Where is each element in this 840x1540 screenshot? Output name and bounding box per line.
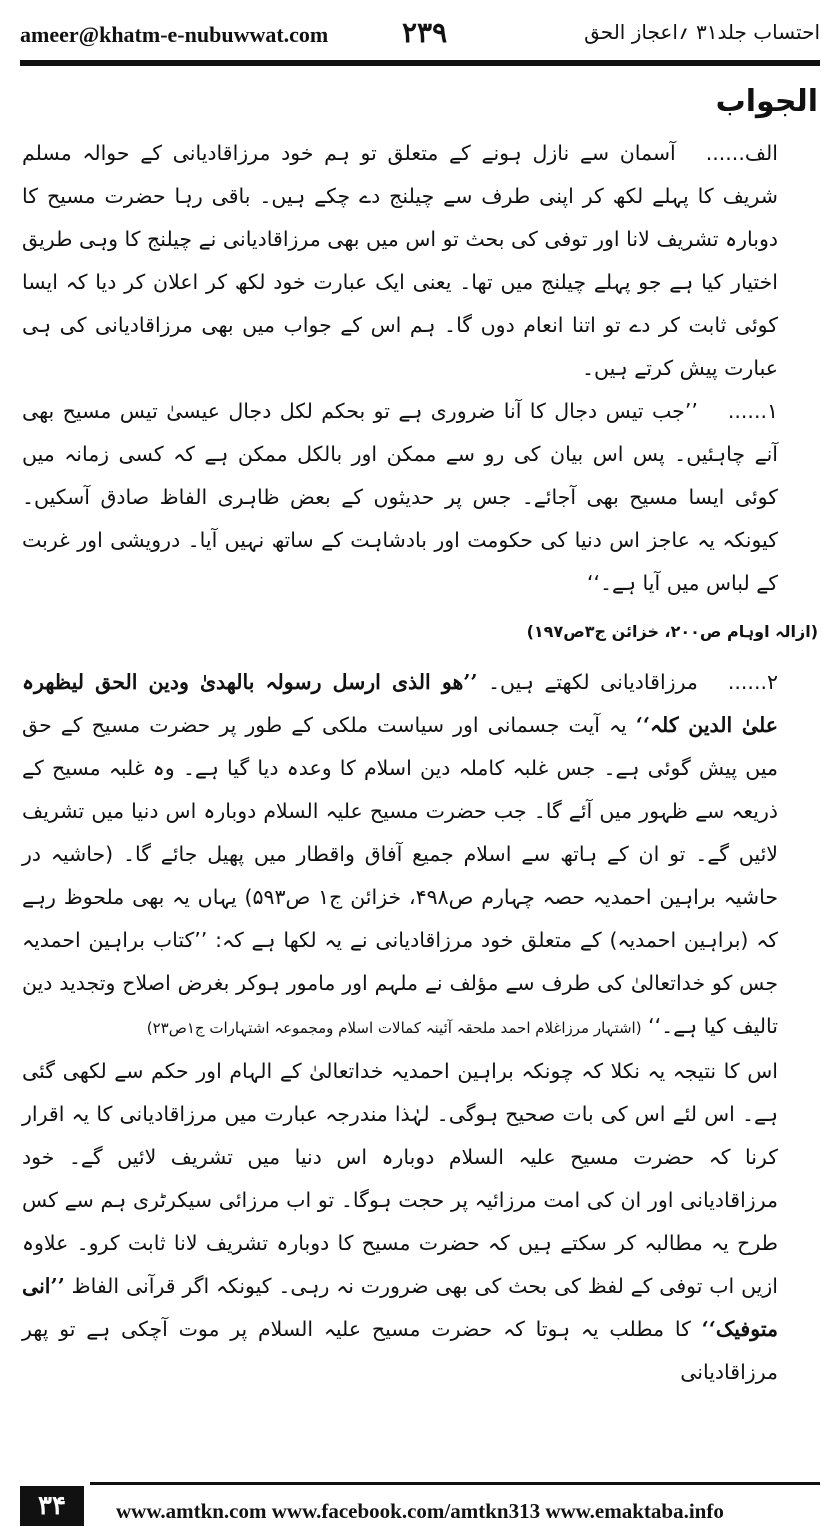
paragraph-label: ۱...... <box>727 399 778 423</box>
paragraph-label: ۲...... <box>727 670 778 694</box>
paragraph-label: الف...... <box>705 141 778 165</box>
paragraph-text: یہ آیت جسمانی اور سیاست ملکی کے طور پر حضرت مسیح کے حق میں پیش گوئی ہے۔ جس غلبہ کاملہ دین اسلام کا وعدہ دیا گیا ہے۔ وہ غلبہ مسیح کے ذریعہ سے ظہور میں آئے گا۔ جب حضرت مسیح علیہ السلام دوبارہ اس دنیا میں تشریف لائیں گے۔ تو ان کے ہاتھ سے اسلام جمیع آفاق واقطار میں پھیل جائے گا۔ <box>22 713 778 866</box>
page-header <box>20 14 820 54</box>
paragraph-text: ’’جب تیس دجال کا آنا ضروری ہے تو بحکم لکل دجال عیسیٰ تیس مسیح بھی آنے چاہئیں۔ پس اس بیان کی رو سے ممکن اور بالکل ممکن ہے کہ کسی زمانہ میں کوئی ایسا مسیح بھی آجائے۔ جس پر حدیثوں کے بعض ظاہری الفاظ صادق آسکیں۔ کیونکہ یہ عاجز اس دنیا کی حکومت اور بادشاہت کے ساتھ نہیں آیا۔ درویشی اور غربت کے لباس میں آیا ہے۔‘‘ <box>22 399 778 595</box>
paragraph-alif <box>22 132 818 390</box>
reference-citation: (ازالہ اوہام ص۲۰۰، خزائن ج۳ص۱۹۷) <box>526 622 818 641</box>
page-body <box>22 78 818 1394</box>
footer-page-number: ۳۴ <box>20 1486 84 1526</box>
inline-citation: (حاشیہ در حاشیہ براہین احمدیہ حصہ چہارم ص۴۹۸، خزائن ج۱ ص۵۹۳) <box>22 842 778 909</box>
header-book-title: احتساب جلد۳۱ ؍اعجاز الحق <box>584 20 820 44</box>
paragraph-text-end: کا مطلب یہ ہوتا کہ حضرت مسیح علیہ السلام پر موت آچکی ہے تو پھر مرزاقادیانی <box>22 1317 778 1384</box>
paragraph-1 <box>22 390 818 605</box>
paragraph-3 <box>22 1050 818 1394</box>
header-rule <box>20 60 820 66</box>
paragraph-2 <box>22 661 818 1050</box>
section-heading: الجواب <box>715 84 818 119</box>
paragraph-continuation: یہاں یہ بھی ملحوظ رہے کہ (براہین احمدیہ) کے متعلق خود مرزاقادیانی نے یہ لکھا ہے کہ: ’’کتاب براہین احمدیہ جس کو خداتعالیٰ کی طرف سے مؤلف نے ملہم اور مامور ہوکر بغرض اصلاح وتجدید دین تالیف کیا ہے۔‘‘ <box>22 885 778 1038</box>
page-footer <box>20 1482 820 1528</box>
header-page-number: ۲۳۹ <box>402 16 448 49</box>
footer-links: www.amtkn.com www.facebook.com/amtkn313 www.emaktaba.info <box>116 1499 724 1523</box>
quran-phrase: ’’انی متوفیک‘‘ <box>22 1274 778 1341</box>
header-email: ameer@khatm-e-nubuwwat.com <box>20 22 329 47</box>
paragraph-text: آسمان سے نازل ہونے کے متعلق تو ہم خود مرزاقادیانی کے حوالہ مسلم شریف کا پہلے لکھ کر اپنی طرف سے چیلنج دے چکے ہیں۔ باقی رہا حضرت مسیح کا دوبارہ تشریف لانا اور توفی کی بحث تو اس میں بھی مرزاقادیانی نے چیلنج کا وہی طریق اختیار کیا ہے جو پہلے چیلنج میں تھا۔ یعنی ایک عبارت خود لکھ کر اعلان کر دیا کہ ایسا کوئی ثابت کر دے تو اتنا انعام دوں گا۔ ہم اس کے جواب میں بھی مرزاقادیانی کی ہی عبارت پیش کرتے ہیں۔ <box>22 141 778 380</box>
inline-citation-2: (اشتہار مرزاغلام احمد ملحقہ آئینہ کمالات اسلام ومجموعہ اشتہارات ج۱ص۲۳) <box>146 1019 642 1037</box>
paragraph-text: اس کا نتیجہ یہ نکلا کہ چونکہ براہین احمدیہ خداتعالیٰ کے الہام اور حکم سے لکھی گئی ہے۔ اس لئے اس کی بات صحیح ہوگی۔ لہٰذا مندرجہ عبارت میں مرزاقادیانی کا یہ اقرار کرنا کہ حضرت مسیح علیہ السلام دوبارہ اس دنیا میں تشریف لائیں گے۔ خود مرزاقادیانی اور ان کی امت مرزائیہ پر حجت ہوگا۔ تو اب مرزائی سیکرٹری ہم سے کس طرح یہ مطالبہ کر سکتے ہیں کہ حضرت مسیح کا دوبارہ تشریف لانا ثابت کرو۔ علاوہ ازیں اب توفی کے لفظ کی بحث کی بھی ضرورت نہ رہی۔ کیونکہ اگر قرآنی الفاظ <box>22 1059 778 1298</box>
footer-rule <box>90 1482 820 1485</box>
paragraph-intro: مرزاقادیانی لکھتے ہیں۔ <box>488 670 698 694</box>
quran-verse: ’’ھو الذی ارسل رسولہ بالھدیٰ ودین الحق لیظھرہ علیٰ الدین کلہ‘‘ <box>22 670 778 737</box>
